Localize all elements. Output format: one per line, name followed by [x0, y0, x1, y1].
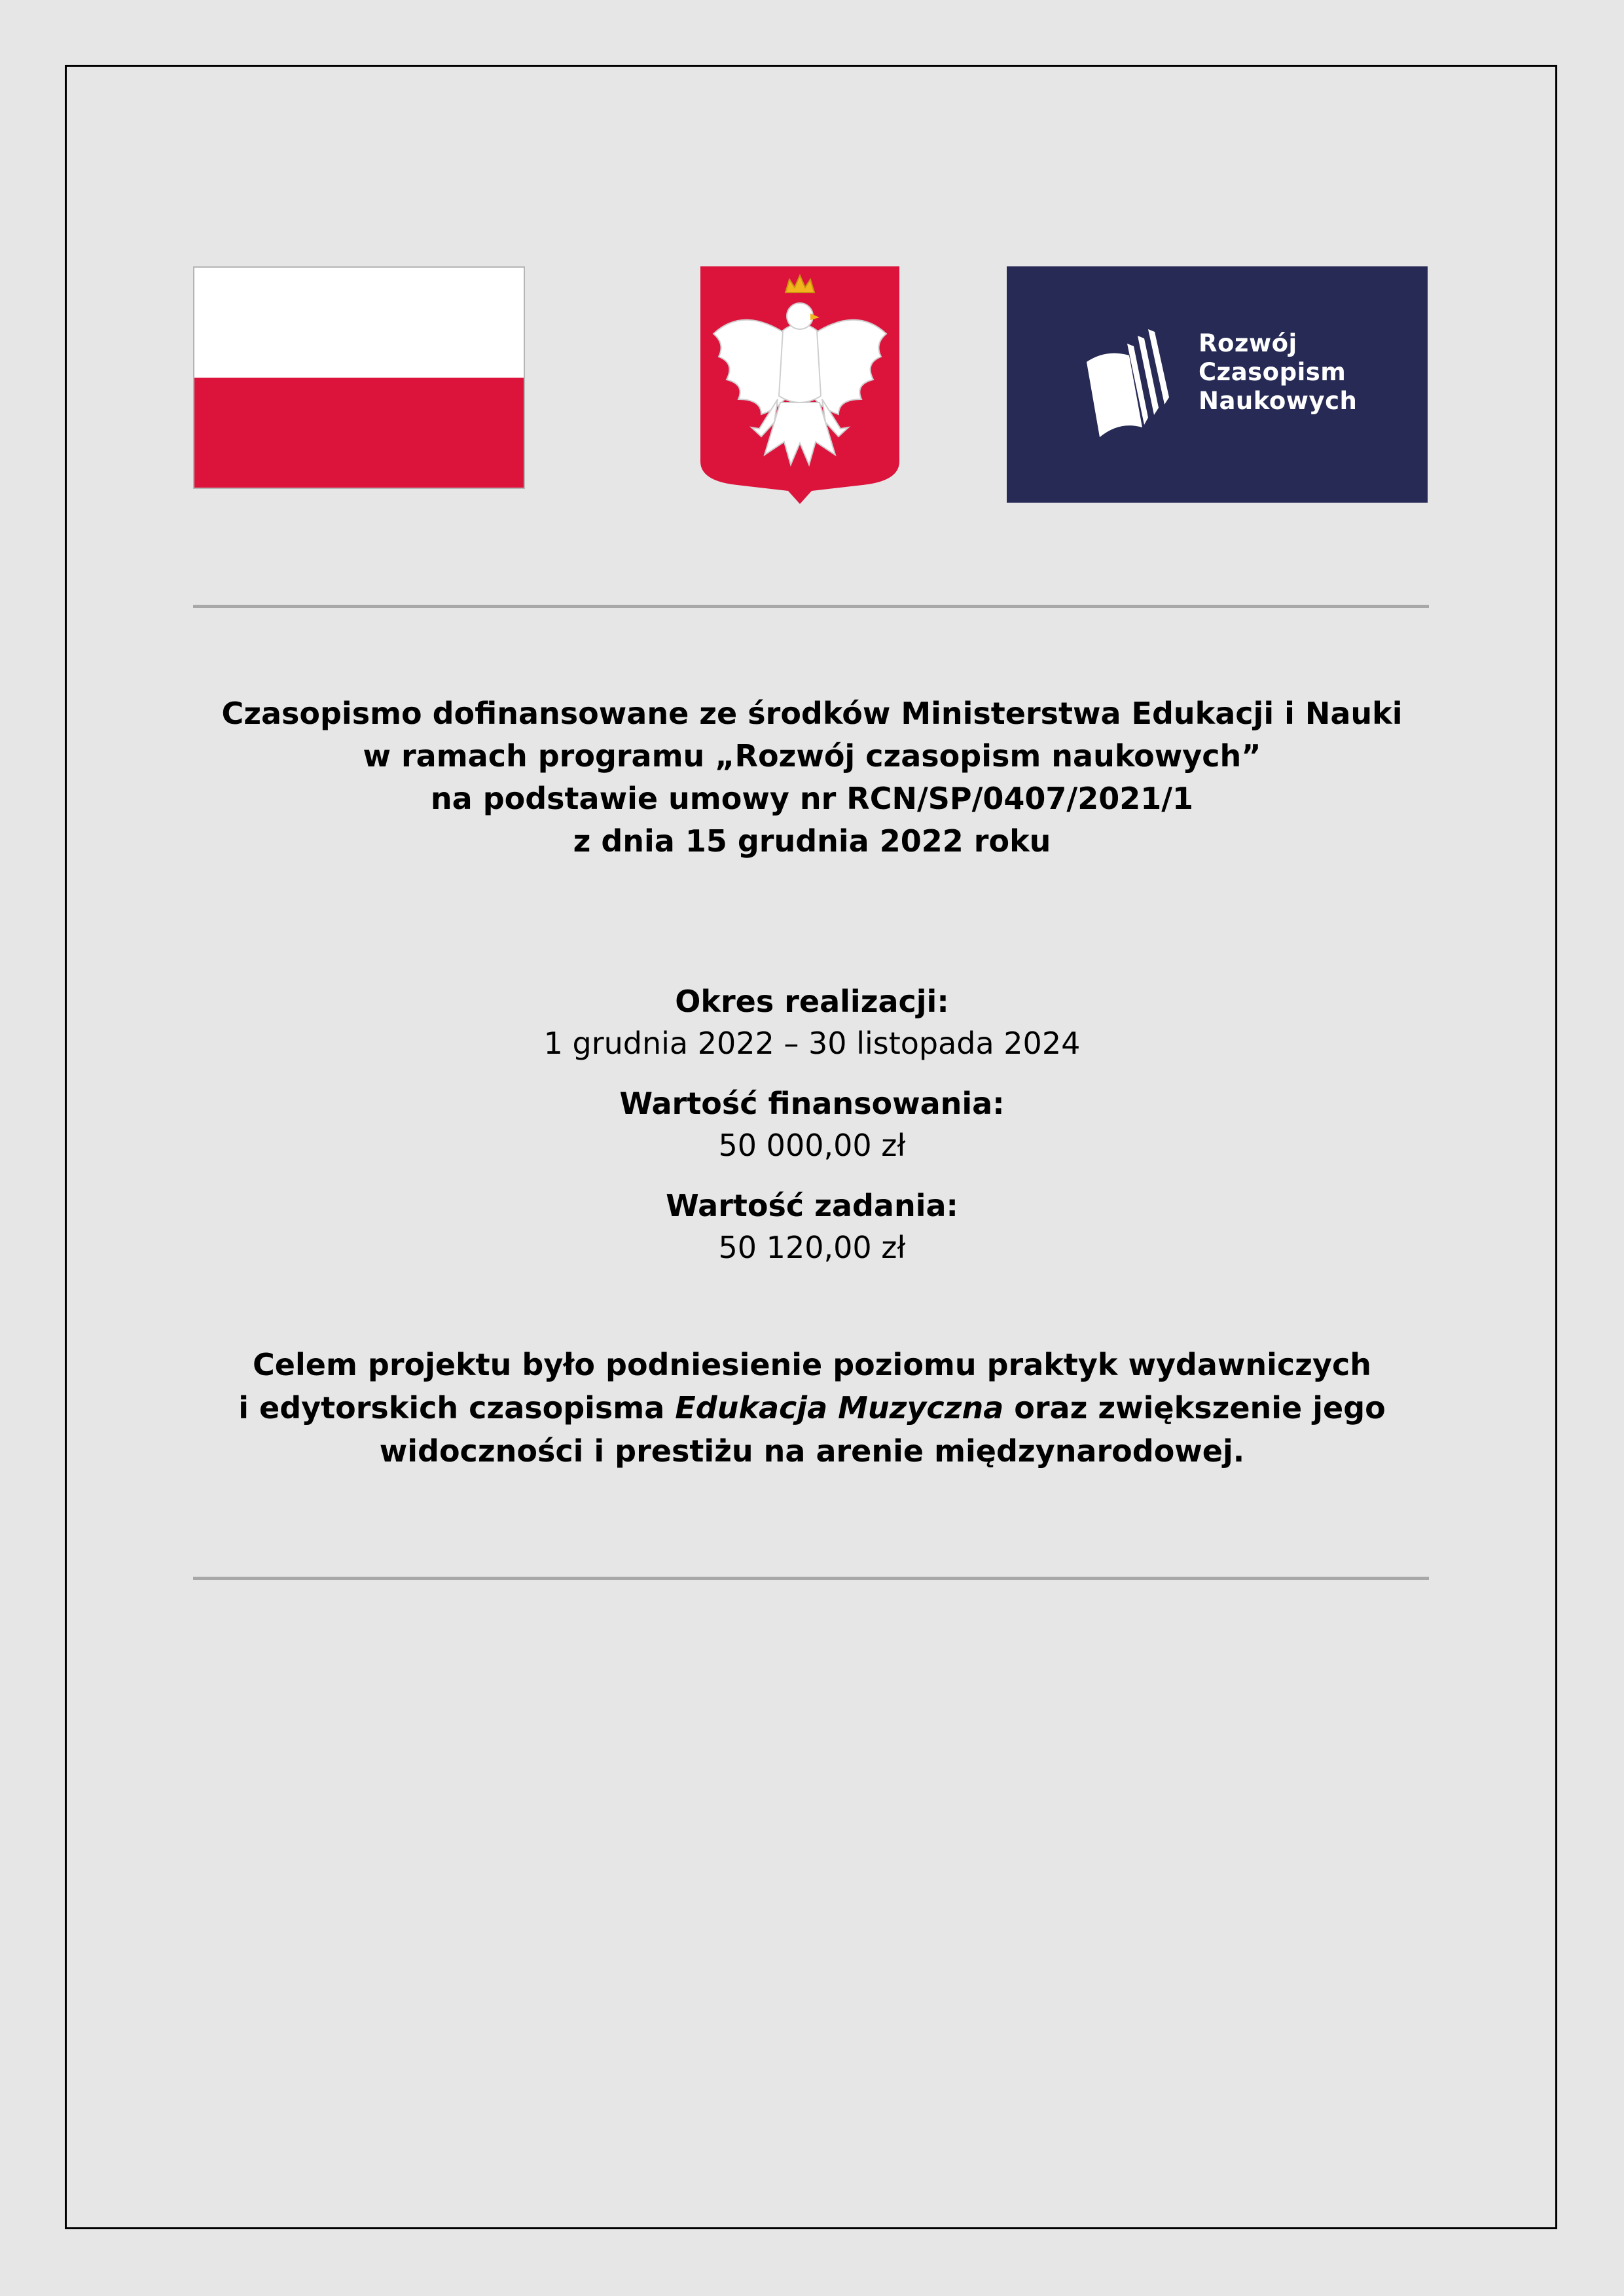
financing-value: 50 000,00 zł	[718, 1128, 906, 1163]
goal-line-1: Celem projektu było podniesienie poziomu praktyk wydawniczych	[253, 1347, 1371, 1382]
rcn-logo	[1007, 266, 1428, 503]
project-goal	[0, 1343, 1624, 1473]
funding-line-3: na podstawie umowy nr RCN/SP/0407/2021/1	[430, 781, 1194, 816]
funding-line-2: w ramach programu „Rozwój czasopism naukowych”	[363, 738, 1261, 774]
polish-eagle-emblem-icon	[699, 265, 901, 504]
task-value-label: Wartość zadania:	[666, 1188, 958, 1223]
funding-statement	[0, 692, 1624, 863]
journal-title: Edukacja Muzyczna	[675, 1390, 1004, 1426]
top-divider	[193, 605, 1429, 608]
financing-label: Wartość finansowania:	[619, 1086, 1005, 1121]
flag-white-stripe	[194, 268, 524, 378]
project-details	[0, 980, 1624, 1268]
polish-flag-icon	[193, 266, 525, 489]
rcn-line-2: Czasopism	[1199, 358, 1346, 386]
flag-red-stripe	[194, 378, 524, 488]
rcn-line-3: Naukowych	[1199, 387, 1358, 415]
rcn-line-1: Rozwój	[1199, 329, 1297, 357]
open-book-icon	[1080, 329, 1172, 440]
funding-line-1: Czasopismo dofinansowane ze środków Ministerstwa Edukacji i Nauki	[221, 696, 1403, 731]
bottom-divider	[193, 1577, 1429, 1580]
goal-line-3: widoczności i prestiżu na arenie międzynarodowej.	[379, 1433, 1245, 1469]
goal-line-2-end: oraz zwiększenie jego	[1003, 1390, 1386, 1426]
period-label: Okres realizacji:	[675, 984, 949, 1019]
task-value: 50 120,00 zł	[718, 1230, 906, 1265]
rcn-logo-text	[1199, 329, 1357, 416]
goal-line-2	[0, 1386, 1624, 1429]
period-value: 1 grudnia 2022 – 30 listopada 2024	[543, 1026, 1081, 1061]
goal-line-2-start: i edytorskich czasopisma	[238, 1390, 676, 1426]
funding-line-4: z dnia 15 grudnia 2022 roku	[573, 823, 1051, 859]
